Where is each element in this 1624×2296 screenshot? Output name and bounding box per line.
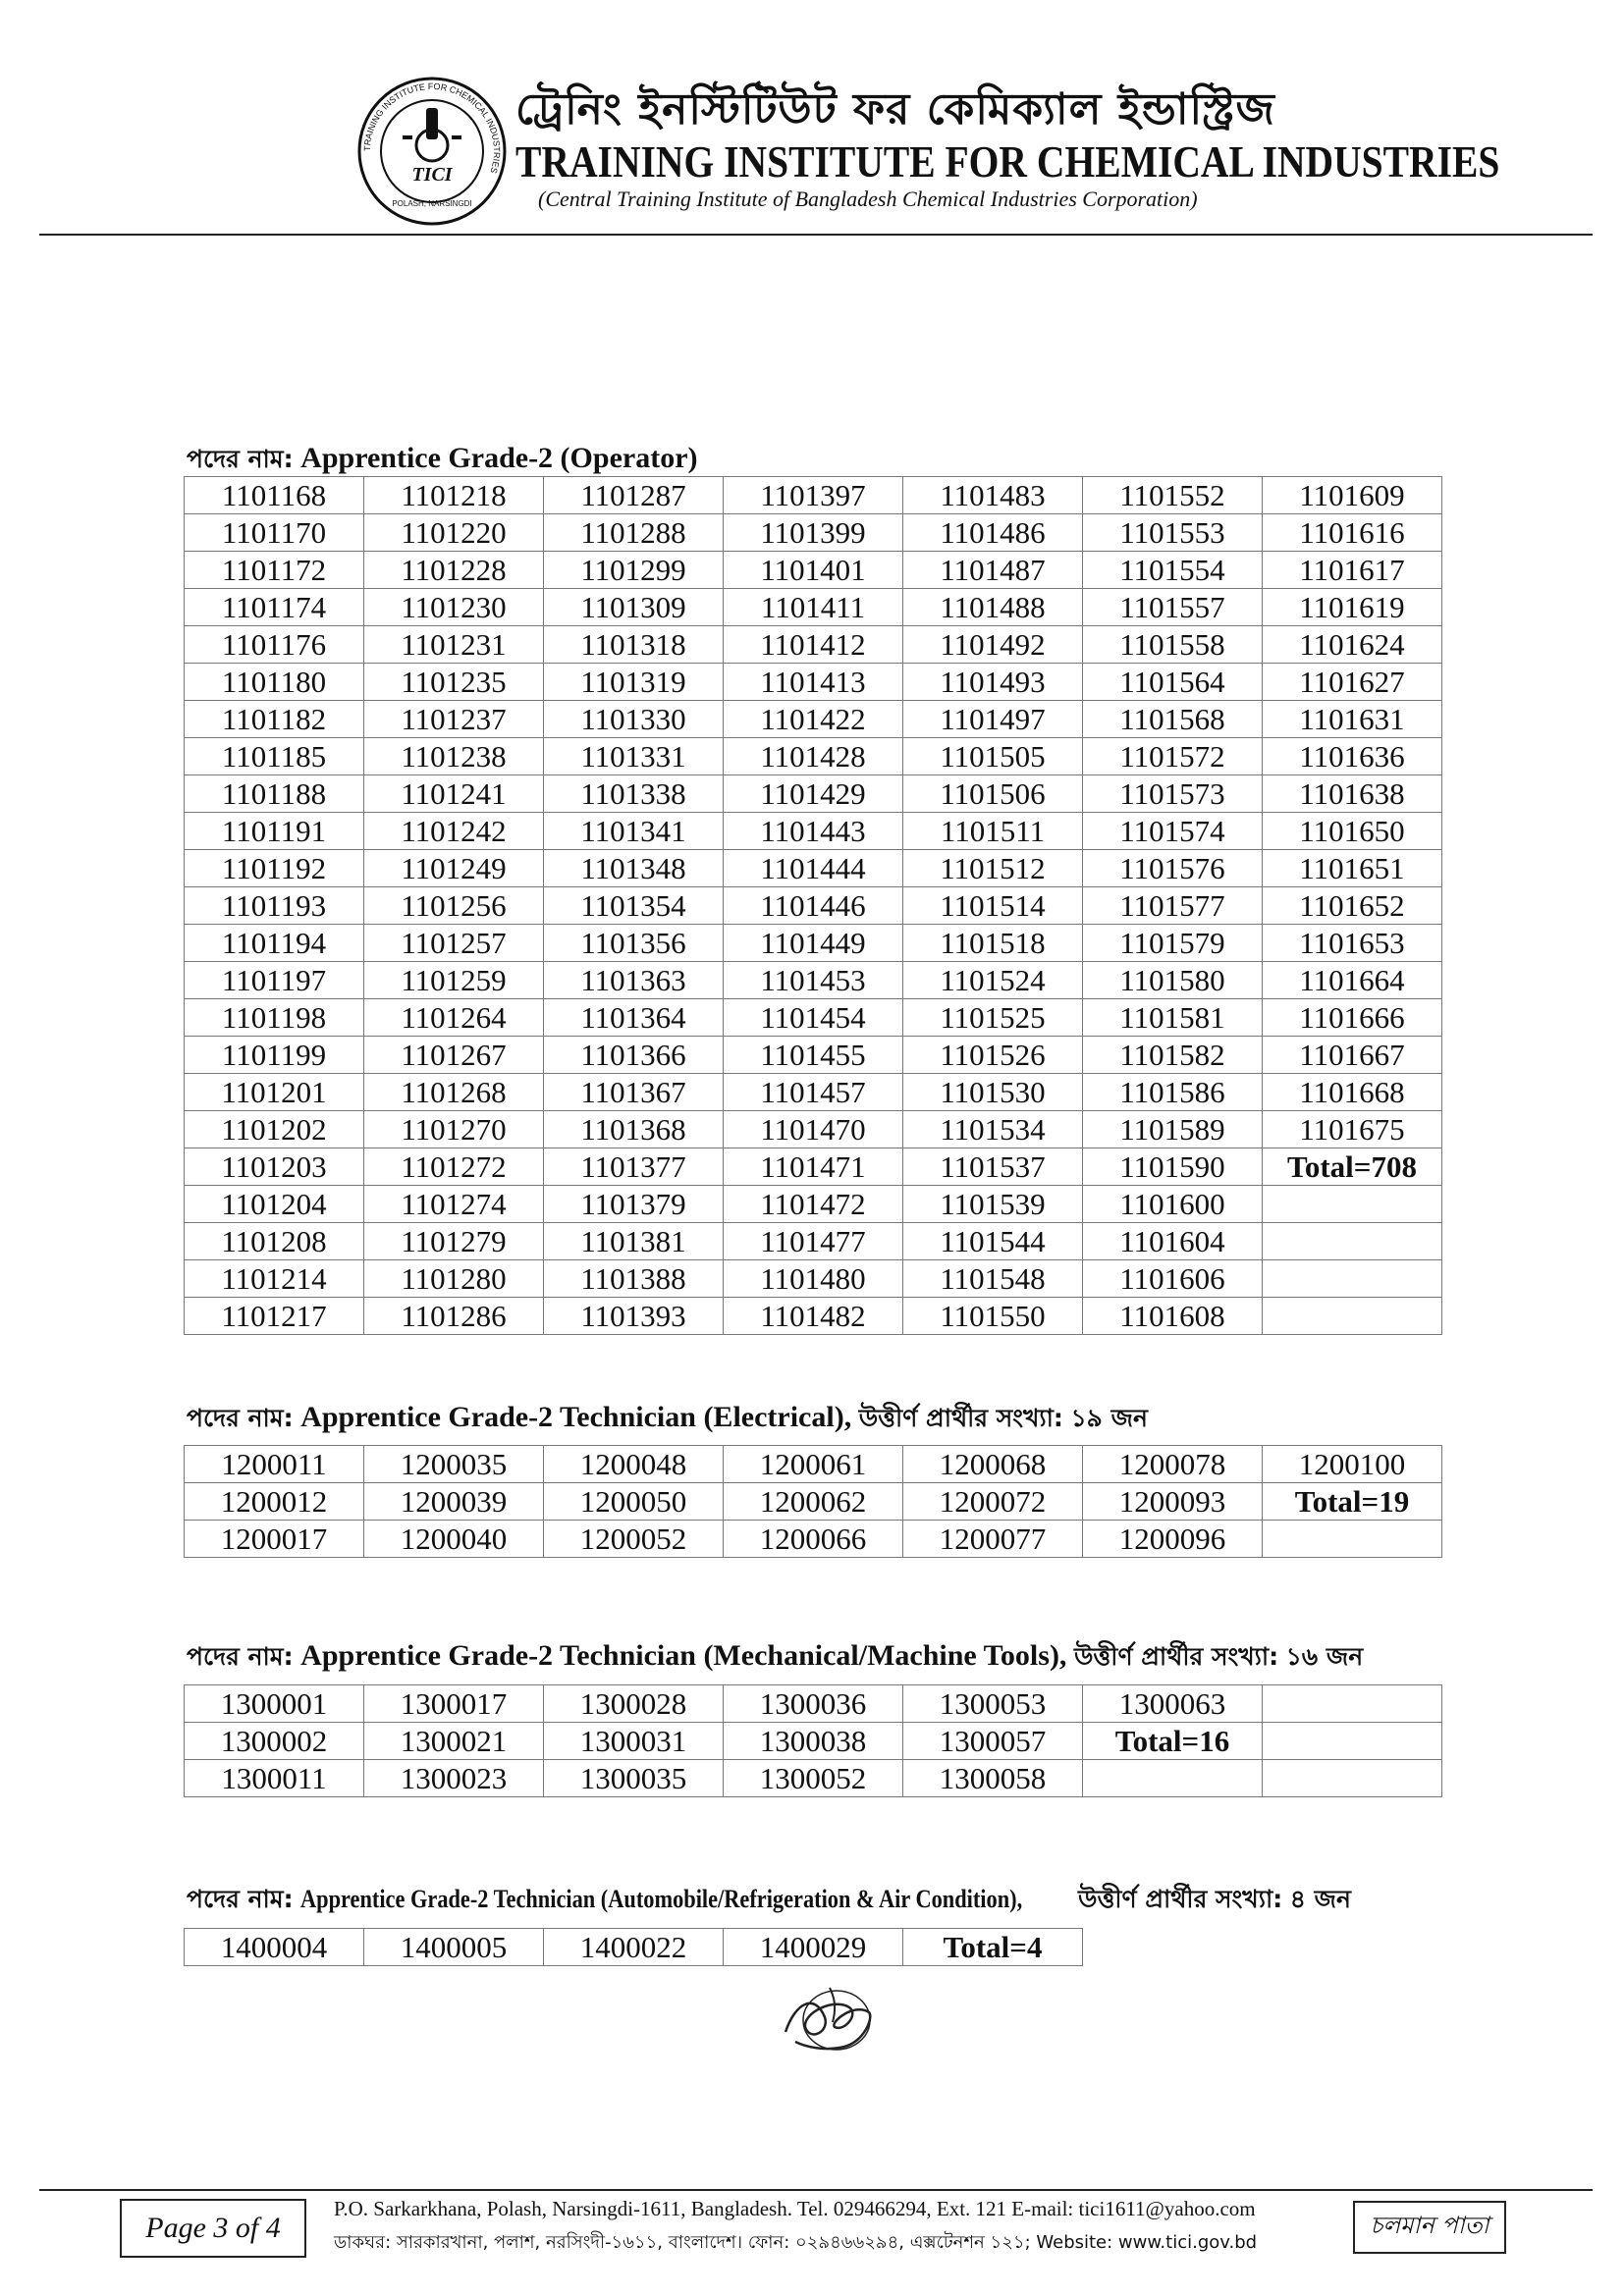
- roll-number-cell: 1101627: [1263, 664, 1442, 701]
- roll-number-cell: 1101606: [1083, 1260, 1263, 1298]
- roll-number-cell: 1101652: [1263, 887, 1442, 925]
- roll-number-cell: 1300035: [544, 1760, 724, 1797]
- roll-number-cell: 1101664: [1263, 962, 1442, 999]
- table-row: [185, 1111, 1442, 1148]
- roll-number-cell: 1101619: [1263, 589, 1442, 626]
- roll-number-cell: 1101553: [1083, 514, 1263, 552]
- roll-number-cell: 1200035: [364, 1446, 544, 1483]
- total-cell: Total=4: [903, 1929, 1083, 1966]
- section-heading-automobile: [187, 1880, 1140, 1922]
- roll-number-cell: 1300023: [364, 1760, 544, 1797]
- roll-number-cell: 1200012: [185, 1483, 364, 1521]
- logo-ring-text: TRAINING INSTITUTE FOR CHEMICAL INDUSTRIES: [361, 80, 503, 175]
- roll-number-cell: 1101377: [544, 1148, 724, 1186]
- post-label: পদের নাম:: [187, 1642, 294, 1671]
- roll-number-cell: 1101174: [185, 589, 364, 626]
- roll-number-cell: 1101511: [903, 813, 1083, 850]
- roll-number-cell: 1101483: [903, 477, 1083, 514]
- roll-number-cell: 1101512: [903, 850, 1083, 887]
- roll-number-cell: 1200062: [724, 1483, 903, 1521]
- footer-address-en: P.O. Sarkarkhana, Polash, Narsingdi-1611, Bangladesh. Tel. 029466294, Ext. 121 E-mail: tici1611@yahoo.com: [334, 2197, 1256, 2220]
- institute-subtitle: (Central Training Institute of Bangladesh Chemical Industries Corporation): [538, 187, 1198, 211]
- roll-number-cell: 1101552: [1083, 477, 1263, 514]
- roll-number-cell: 1101230: [364, 589, 544, 626]
- table-row: [185, 1446, 1442, 1483]
- roll-number-cell: 1101429: [724, 775, 903, 813]
- roll-number-cell: 1101331: [544, 738, 724, 775]
- roll-number-cell: 1101193: [185, 887, 364, 925]
- roll-number-cell: 1101397: [724, 477, 903, 514]
- roll-number-cell: 1101526: [903, 1037, 1083, 1074]
- roll-number-cell: 1101356: [544, 925, 724, 962]
- roll-number-cell: [1263, 1260, 1442, 1298]
- roll-number-cell: 1200039: [364, 1483, 544, 1521]
- roll-number-cell: 1101231: [364, 626, 544, 664]
- roll-number-cell: 1101572: [1083, 738, 1263, 775]
- roll-number-cell: 1101176: [185, 626, 364, 664]
- roll-number-cell: 1300057: [903, 1723, 1083, 1760]
- table-row: [185, 1074, 1442, 1111]
- roll-number-cell: 1101341: [544, 813, 724, 850]
- roll-number-cell: 1101443: [724, 813, 903, 850]
- roll-number-cell: 1101257: [364, 925, 544, 962]
- roll-number-cell: 1101412: [724, 626, 903, 664]
- roll-number-cell: 1101237: [364, 701, 544, 738]
- table-row: [185, 813, 1442, 850]
- roll-number-cell: 1101197: [185, 962, 364, 999]
- roll-number-cell: 1101399: [724, 514, 903, 552]
- roll-number-cell: 1101525: [903, 999, 1083, 1037]
- table-row: [185, 1148, 1442, 1186]
- roll-number-cell: [1263, 1760, 1442, 1797]
- roll-number-cell: 1300001: [185, 1685, 364, 1723]
- roll-number-cell: 1101388: [544, 1260, 724, 1298]
- total-cell: Total=708: [1263, 1148, 1442, 1186]
- roll-number-cell: 1101667: [1263, 1037, 1442, 1074]
- post-title: Apprentice Grade-2 Technician (Electrical),: [300, 1401, 852, 1433]
- roll-number-cell: 1200068: [903, 1446, 1083, 1483]
- roll-number-cell: [1263, 1685, 1442, 1723]
- roll-number-cell: 1101488: [903, 589, 1083, 626]
- roll-number-cell: 1200048: [544, 1446, 724, 1483]
- roll-number-cell: 1101172: [185, 552, 364, 589]
- roll-number-cell: 1200017: [185, 1521, 364, 1558]
- table-row: [185, 1298, 1442, 1335]
- roll-number-cell: [1263, 1723, 1442, 1760]
- roll-number-cell: 1101514: [903, 887, 1083, 925]
- roll-number-cell: 1101201: [185, 1074, 364, 1111]
- roll-number-cell: 1101272: [364, 1148, 544, 1186]
- roll-number-cell: 1101214: [185, 1260, 364, 1298]
- table-row: [185, 1186, 1442, 1223]
- roll-number-cell: 1300011: [185, 1760, 364, 1797]
- roll-number-cell: 1101286: [364, 1298, 544, 1335]
- roll-number-cell: 1300038: [724, 1723, 903, 1760]
- roll-number-cell: 1101586: [1083, 1074, 1263, 1111]
- post-title: Apprentice Grade-2 Technician (Automobile/Refrigeration & Air Condition),: [300, 1885, 1023, 1913]
- roll-number-cell: 1101600: [1083, 1186, 1263, 1223]
- roll-number-cell: 1101170: [185, 514, 364, 552]
- roll-number-cell: 1101453: [724, 962, 903, 999]
- roll-number-cell: 1101364: [544, 999, 724, 1037]
- roll-number-cell: 1400029: [724, 1929, 903, 1966]
- roll-number-cell: 1101589: [1083, 1111, 1263, 1148]
- roll-number-cell: 1101249: [364, 850, 544, 887]
- roll-number-cell: 1101539: [903, 1186, 1083, 1223]
- roll-number-cell: 1101554: [1083, 552, 1263, 589]
- roll-number-cell: 1101188: [185, 775, 364, 813]
- roll-number-cell: 1101203: [185, 1148, 364, 1186]
- letterhead: [0, 0, 1624, 240]
- roll-number-cell: 1101428: [724, 738, 903, 775]
- roll-number-cell: 1101367: [544, 1074, 724, 1111]
- roll-number-cell: 1101379: [544, 1186, 724, 1223]
- roll-number-cell: 1101241: [364, 775, 544, 813]
- roll-number-cell: 1200078: [1083, 1446, 1263, 1483]
- roll-number-cell: 1101472: [724, 1186, 903, 1223]
- table-row: [185, 962, 1442, 999]
- roll-number-cell: 1101309: [544, 589, 724, 626]
- post-title: Apprentice Grade-2 Technician (Mechanical/Machine Tools),: [300, 1639, 1067, 1672]
- roll-number-cell: 1101280: [364, 1260, 544, 1298]
- roll-number-cell: 1101477: [724, 1223, 903, 1260]
- roll-number-cell: 1101617: [1263, 552, 1442, 589]
- table-row: [185, 1521, 1442, 1558]
- passed-count: ৪ জন: [1289, 1885, 1351, 1913]
- roll-number-cell: 1101194: [185, 925, 364, 962]
- roll-number-cell: 1101492: [903, 626, 1083, 664]
- page-number: Page 3 of 4: [120, 2199, 306, 2258]
- roll-number-cell: 1101455: [724, 1037, 903, 1074]
- roll-number-cell: 1200077: [903, 1521, 1083, 1558]
- roll-number-cell: 1200011: [185, 1446, 364, 1483]
- roll-number-cell: 1101422: [724, 701, 903, 738]
- roll-number-cell: 1101480: [724, 1260, 903, 1298]
- roll-number-cell: 1101242: [364, 813, 544, 850]
- roll-number-cell: 1300031: [544, 1723, 724, 1760]
- roll-number-cell: 1101235: [364, 664, 544, 701]
- roll-number-cell: 1300063: [1083, 1685, 1263, 1723]
- roll-number-cell: 1101381: [544, 1223, 724, 1260]
- roll-number-cell: 1101454: [724, 999, 903, 1037]
- roll-number-cell: 1300002: [185, 1723, 364, 1760]
- table-row: [185, 477, 1442, 514]
- roll-number-cell: 1101493: [903, 664, 1083, 701]
- roll-number-cell: 1200066: [724, 1521, 903, 1558]
- roll-number-cell: 1101624: [1263, 626, 1442, 664]
- roll-number-cell: 1101650: [1263, 813, 1442, 850]
- roll-number-cell: 1200052: [544, 1521, 724, 1558]
- table-row: [185, 1685, 1442, 1723]
- passed-count: ১৬ জন: [1285, 1642, 1364, 1671]
- table-row: [185, 1223, 1442, 1260]
- table-row: [185, 1037, 1442, 1074]
- roll-number-cell: 1101270: [364, 1111, 544, 1148]
- roll-number-cell: 1101574: [1083, 813, 1263, 850]
- roll-number-cell: 1101363: [544, 962, 724, 999]
- roll-number-cell: 1101482: [724, 1298, 903, 1335]
- passed-count-label: উত্তীর্ণ প্রার্থীর সংখ্যা:: [1078, 1885, 1283, 1913]
- passed-count: ১৯ জন: [1070, 1404, 1148, 1432]
- header-divider: [39, 234, 1593, 236]
- roll-number-cell: 1101318: [544, 626, 724, 664]
- post-label: পদের নাম:: [187, 1885, 294, 1913]
- roll-number-cell: 1101288: [544, 514, 724, 552]
- logo-bottom-text: POLASH, NARSINGDI: [392, 199, 472, 208]
- roll-number-cell: 1101524: [903, 962, 1083, 999]
- section-heading-electrical: [187, 1399, 1148, 1441]
- roll-number-cell: 1101558: [1083, 626, 1263, 664]
- roll-number-cell: 1101506: [903, 775, 1083, 813]
- roll-number-cell: 1101675: [1263, 1111, 1442, 1148]
- signature-icon: [776, 1973, 884, 2061]
- roll-number-cell: 1101530: [903, 1074, 1083, 1111]
- roll-number-cell: 1101401: [724, 552, 903, 589]
- roll-number-cell: 1400022: [544, 1929, 724, 1966]
- roll-number-cell: 1101204: [185, 1186, 364, 1223]
- roll-number-cell: 1101368: [544, 1111, 724, 1148]
- passed-count-label: উত্তীর্ণ প্রার্থীর সংখ্যা:: [1073, 1642, 1279, 1671]
- roll-number-cell: 1300017: [364, 1685, 544, 1723]
- roll-number-cell: 1101287: [544, 477, 724, 514]
- roll-number-cell: 1101366: [544, 1037, 724, 1074]
- total-cell: Total=16: [1083, 1723, 1263, 1760]
- electrical-results-table: [184, 1445, 1442, 1558]
- roll-number-cell: 1101256: [364, 887, 544, 925]
- roll-number-cell: 1101411: [724, 589, 903, 626]
- roll-number-cell: 1101544: [903, 1223, 1083, 1260]
- roll-number-cell: 1101330: [544, 701, 724, 738]
- table-row: [185, 626, 1442, 664]
- table-row: [185, 1760, 1442, 1797]
- roll-number-cell: 1101228: [364, 552, 544, 589]
- roll-number-cell: 1101518: [903, 925, 1083, 962]
- roll-number-cell: 1300021: [364, 1723, 544, 1760]
- roll-number-cell: 1101202: [185, 1111, 364, 1148]
- roll-number-cell: 1101217: [185, 1298, 364, 1335]
- roll-number-cell: 1300052: [724, 1760, 903, 1797]
- table-row: [185, 552, 1442, 589]
- roll-number-cell: 1101338: [544, 775, 724, 813]
- roll-number-cell: 1101557: [1083, 589, 1263, 626]
- roll-number-cell: 1101590: [1083, 1148, 1263, 1186]
- roll-number-cell: 1101264: [364, 999, 544, 1037]
- roll-number-cell: 1400004: [185, 1929, 364, 1966]
- roll-number-cell: 1101638: [1263, 775, 1442, 813]
- running-page-label: চলমান পাতা: [1353, 2201, 1506, 2254]
- roll-number-cell: 1101180: [185, 664, 364, 701]
- roll-number-cell: [1083, 1760, 1263, 1797]
- table-row: [185, 664, 1442, 701]
- section-count-automobile: [1078, 1880, 1351, 1922]
- roll-number-cell: 1101299: [544, 552, 724, 589]
- roll-number-cell: 1200050: [544, 1483, 724, 1521]
- table-row: [185, 925, 1442, 962]
- roll-number-cell: 1101185: [185, 738, 364, 775]
- roll-number-cell: 1101497: [903, 701, 1083, 738]
- roll-number-cell: 1101354: [544, 887, 724, 925]
- roll-number-cell: 1101268: [364, 1074, 544, 1111]
- passed-count-label: উত্তীর্ণ প্রার্থীর সংখ্যা:: [858, 1404, 1063, 1432]
- roll-number-cell: 1101548: [903, 1260, 1083, 1298]
- roll-number-cell: 1101609: [1263, 477, 1442, 514]
- roll-number-cell: 1101573: [1083, 775, 1263, 813]
- table-row: [185, 1260, 1442, 1298]
- roll-number-cell: 1200093: [1083, 1483, 1263, 1521]
- roll-number-cell: 1101198: [185, 999, 364, 1037]
- post-title: Apprentice Grade-2 (Operator): [300, 442, 698, 474]
- roll-number-cell: 1101259: [364, 962, 544, 999]
- roll-number-cell: 1101505: [903, 738, 1083, 775]
- roll-number-cell: 1101348: [544, 850, 724, 887]
- roll-number-cell: 1101220: [364, 514, 544, 552]
- roll-number-cell: 1101577: [1083, 887, 1263, 925]
- roll-number-cell: 1101636: [1263, 738, 1442, 775]
- roll-number-cell: 1101274: [364, 1186, 544, 1223]
- roll-number-cell: 1101579: [1083, 925, 1263, 962]
- roll-number-cell: 1101238: [364, 738, 544, 775]
- roll-number-cell: 1400005: [364, 1929, 544, 1966]
- roll-number-cell: 1101182: [185, 701, 364, 738]
- roll-number-cell: 1101208: [185, 1223, 364, 1260]
- roll-number-cell: 1101192: [185, 850, 364, 887]
- roll-number-cell: 1101550: [903, 1298, 1083, 1335]
- roll-number-cell: [1263, 1521, 1442, 1558]
- institute-title-bn: ট্রেনিং ইনস্টিটিউট ফর কেমিক্যাল ইন্ডাস্ট্রিজ: [515, 84, 1275, 134]
- roll-number-cell: 1101568: [1083, 701, 1263, 738]
- roll-number-cell: 1101449: [724, 925, 903, 962]
- roll-number-cell: 1101537: [903, 1148, 1083, 1186]
- roll-number-cell: 1101470: [724, 1111, 903, 1148]
- table-row: [185, 887, 1442, 925]
- tici-logo-icon: [355, 75, 509, 228]
- roll-number-cell: 1101471: [724, 1148, 903, 1186]
- roll-number-cell: 1101486: [903, 514, 1083, 552]
- roll-number-cell: 1101581: [1083, 999, 1263, 1037]
- roll-number-cell: 1101653: [1263, 925, 1442, 962]
- roll-number-cell: [1263, 1223, 1442, 1260]
- table-row: [185, 999, 1442, 1037]
- roll-number-cell: 1300036: [724, 1685, 903, 1723]
- roll-number-cell: 1200040: [364, 1521, 544, 1558]
- roll-number-cell: 1101168: [185, 477, 364, 514]
- roll-number-cell: 1200061: [724, 1446, 903, 1483]
- table-row: [185, 1483, 1442, 1521]
- roll-number-cell: 1101616: [1263, 514, 1442, 552]
- section-heading-mechanical: [187, 1637, 1363, 1680]
- roll-number-cell: 1101457: [724, 1074, 903, 1111]
- automobile-results-table: [184, 1928, 1083, 1966]
- post-label: পদের নাম:: [187, 1404, 294, 1432]
- roll-number-cell: 1101393: [544, 1298, 724, 1335]
- roll-number-cell: 1101534: [903, 1111, 1083, 1148]
- roll-number-cell: 1300053: [903, 1685, 1083, 1723]
- roll-number-cell: 1300058: [903, 1760, 1083, 1797]
- roll-number-cell: 1200096: [1083, 1521, 1263, 1558]
- table-row: [185, 1723, 1442, 1760]
- roll-number-cell: 1101319: [544, 664, 724, 701]
- roll-number-cell: 1101413: [724, 664, 903, 701]
- table-row: [185, 775, 1442, 813]
- roll-number-cell: [1263, 1186, 1442, 1223]
- total-cell: Total=19: [1263, 1483, 1442, 1521]
- table-row: [185, 1929, 1083, 1966]
- footer-divider: [39, 2189, 1593, 2191]
- roll-number-cell: 1101651: [1263, 850, 1442, 887]
- roll-number-cell: [1263, 1298, 1442, 1335]
- roll-number-cell: 1101444: [724, 850, 903, 887]
- table-row: [185, 589, 1442, 626]
- roll-number-cell: 1101576: [1083, 850, 1263, 887]
- table-row: [185, 850, 1442, 887]
- table-row: [185, 701, 1442, 738]
- roll-number-cell: 1101279: [364, 1223, 544, 1260]
- roll-number-cell: 1101564: [1083, 664, 1263, 701]
- roll-number-cell: 1101487: [903, 552, 1083, 589]
- roll-number-cell: 1101580: [1083, 962, 1263, 999]
- mechanical-results-table: [184, 1684, 1442, 1797]
- roll-number-cell: 1101668: [1263, 1074, 1442, 1111]
- roll-number-cell: 1101446: [724, 887, 903, 925]
- roll-number-cell: 1101267: [364, 1037, 544, 1074]
- institute-title-en: TRAINING INSTITUTE FOR CHEMICAL INDUSTRIES: [515, 136, 1500, 187]
- post-label: পদের নাম:: [187, 445, 294, 473]
- roll-number-cell: 1200100: [1263, 1446, 1442, 1483]
- roll-number-cell: 1200072: [903, 1483, 1083, 1521]
- roll-number-cell: 1101191: [185, 813, 364, 850]
- table-row: [185, 738, 1442, 775]
- roll-number-cell: 1101218: [364, 477, 544, 514]
- roll-number-cell: 1101604: [1083, 1223, 1263, 1260]
- roll-number-cell: 1101631: [1263, 701, 1442, 738]
- operator-results-table: [184, 476, 1442, 1335]
- roll-number-cell: 1101582: [1083, 1037, 1263, 1074]
- roll-number-cell: 1300028: [544, 1685, 724, 1723]
- logo-center-text: TICI: [411, 164, 453, 186]
- table-row: [185, 514, 1442, 552]
- footer-address-bn: ডাকঘর: সারকারখানা, পলাশ, নরসিংদী-১৬১১, বাংলাদেশ। ফোন: ০২৯৪৬৬২৯৪, এক্সটেনশন ১২১; Website: www.tici.gov.bd: [334, 2232, 1258, 2253]
- roll-number-cell: 1101666: [1263, 999, 1442, 1037]
- roll-number-cell: 1101608: [1083, 1298, 1263, 1335]
- roll-number-cell: 1101199: [185, 1037, 364, 1074]
